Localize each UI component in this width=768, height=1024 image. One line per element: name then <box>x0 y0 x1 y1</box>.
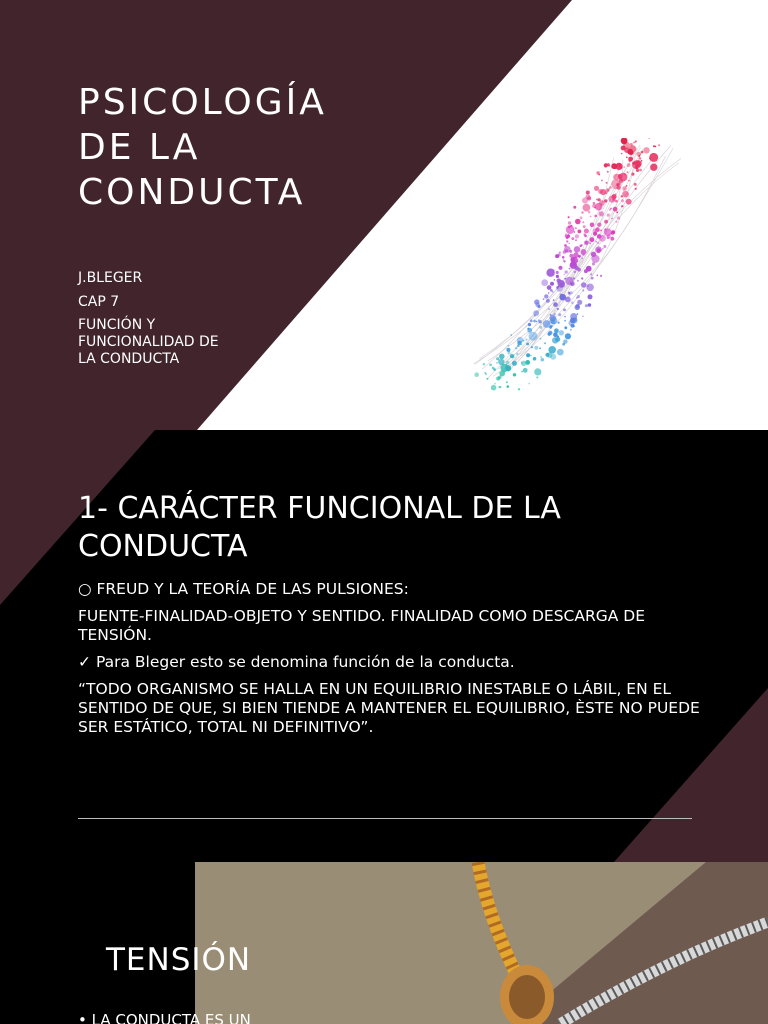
slide-title <box>0 0 768 430</box>
item-freud-text: FREUD Y LA TEORÍA DE LAS PULSIONES: <box>96 580 409 598</box>
circle-bullet-icon: ○ <box>78 580 92 598</box>
item-bleger <box>78 653 718 672</box>
quote-text: “TODO ORGANISMO SE HALLA EN UN EQUILIBRIO INESTABLE O LÁBIL, EN EL SENTIDO DE QUE, SI BIEN TIENDE A MANTENER EL EQUILIBRIO, ÈSTE NO PUEDE SER ESTÁTICO, TOTAL NI DEFINITIVO”. <box>78 680 700 736</box>
section-body <box>78 580 718 745</box>
chapter-label: CAP 7 <box>78 294 120 310</box>
dot-bullet-icon: • <box>78 1011 87 1024</box>
presentation-title: PSICOLOGÍA DE LA CONDUCTA <box>78 82 327 213</box>
check-icon: ✓ <box>78 653 91 671</box>
divider-line <box>78 818 692 819</box>
author-label: J.BLEGER <box>78 270 143 286</box>
dot-cloud-illustration <box>462 138 718 392</box>
item-bleger-text: Para Bleger esto se denomina función de la conducta. <box>95 653 515 671</box>
slide-functional-character <box>0 430 768 862</box>
tension-title: TENSIÓN <box>106 942 252 978</box>
subtitle-label: FUNCIÓN Y FUNCIONALIDAD DE LA CONDUCTA <box>78 317 219 367</box>
tension-bullet <box>78 1011 251 1024</box>
item-freud <box>78 580 718 599</box>
item-source: FUENTE-FINALIDAD-OBJETO Y SENTIDO. FINALIDAD COMO DESCARGA DE TENSIÓN. <box>78 607 646 644</box>
section-title: 1- CARÁCTER FUNCIONAL DE LA CONDUCTA <box>78 491 561 564</box>
slide-tension <box>0 862 768 1024</box>
tension-bullet-text: LA CONDUCTA ES UN <box>91 1011 251 1024</box>
